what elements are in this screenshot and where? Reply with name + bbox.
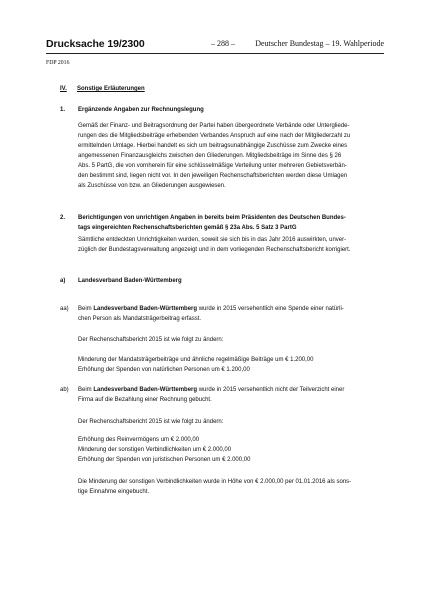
- item1-line: ermittelnden Umlage. Hierbei handelt es sich um beitragsunabhängige Zuschüsse zum Zwecke eines: [78, 143, 348, 149]
- item1-line: den bestimmt sind, liegen nicht vor. In den jeweiligen Rechenschaftsberichten werden diese Umlagen: [78, 173, 348, 179]
- item2-title-line: Berichtigungen von unrichtigen Angaben in bereits beim Präsidenten des Deutschen Bundes-: [78, 215, 346, 221]
- entry-aa-bold: Landesverband Baden-Württemberg: [93, 306, 198, 312]
- page-header: [46, 38, 384, 52]
- item1-line: rungen des die Mitgliedsbeiträge erhebenden Verbandes Anspruch auf eine nach der Mitgliederzahl zu: [78, 133, 351, 139]
- document-number-value: 2300: [121, 38, 145, 50]
- header-rule: [46, 53, 384, 54]
- item1-line: Abs. 5 PartG, die von vornherein für eine schlüsselmäßige Verteilung unter mehreren Gebietsverbän-: [78, 163, 347, 169]
- item1-title: Ergänzende Angaben zur Rechnungslegung: [78, 107, 204, 113]
- entry-ab-closing: Die Minderung der sonstigen Verbindlichkeiten wurde in Höhe von € 2.000,00 per 01.01.2016 als sons-: [78, 479, 352, 485]
- document-number: [46, 38, 145, 50]
- item1-line: angemessenen Finanzausgleichs zwischen den Gliederungen. Mitgliedsbeiträge im Sinne des § 26: [78, 153, 342, 159]
- parliament-label: Deutscher Bundestag – 19. Wahlperiode: [255, 39, 384, 48]
- entry-ab-suffix: wurde in 2015 versehentlich nicht der Teilverzicht einer: [197, 387, 345, 393]
- entry-aa-suffix: wurde in 2015 versehentlich eine Spende einer natürli-: [197, 306, 344, 312]
- entry-aa-change: Minderung der Mandatsträgerbeiträge und ähnliche regelmäßige Beiträge um € 1.200,00: [78, 357, 314, 363]
- item1-number: 1.: [60, 107, 66, 113]
- subsection-a-title: Landesverband Baden-Württemberg: [78, 278, 182, 284]
- entry-ab-bold: Landesverband Baden-Württemberg: [93, 387, 198, 393]
- entry-ab-change: Erhöhung der Spenden von juristischen Personen um € 2.000,00: [78, 457, 251, 463]
- item2-line: züglich der Bundestagsverwaltung angezeigt und in dem vorliegenden Rechenschaftsbericht korrigiert.: [78, 247, 351, 253]
- entry-aa-line1: [78, 305, 344, 313]
- section-number: IV.: [60, 86, 67, 92]
- entry-ab-change: Minderung der sonstigen Verbindlichkeiten um € 2.000,00: [78, 447, 232, 453]
- entry-ab-closing: tige Einnahme eingebucht.: [78, 489, 150, 495]
- entry-ab-line1: [78, 386, 344, 394]
- entry-ab-intro: Der Rechenschaftsbericht 2015 ist wie folgt zu ändern:: [78, 419, 224, 425]
- entry-ab-line2: Firma auf die Bezahlung einer Rechnung gebucht.: [78, 397, 212, 403]
- item2-title-line: tags eingereichten Rechenschaftsberichten gemäß § 23a Abs. 5 Satz 3 PartG: [78, 225, 297, 231]
- subsection-a-label: a): [60, 278, 66, 284]
- page-number: – 288 –: [211, 39, 235, 48]
- item1-line: als Zuschüsse von bzw. an Gliederungen ausgewiesen.: [78, 183, 226, 189]
- item1-line: Gemäß der Finanz- und Beitragsordnung der Partei haben übergeordnete Verbände oder Untergliede-: [78, 123, 350, 129]
- entry-aa-intro: Der Rechenschaftsbericht 2015 ist wie folgt zu ändern:: [78, 337, 224, 343]
- entry-ab-label: ab): [60, 387, 69, 393]
- item2-number: 2.: [60, 215, 66, 221]
- item2-line: Sämtliche entdeckten Unrichtigkeiten wurden, soweit sie sich bis in das Jahr 2016 auswirkten, unver-: [78, 237, 347, 243]
- entry-aa-label: aa): [60, 306, 69, 312]
- document-prefix: Drucksache 19/: [46, 38, 122, 50]
- entry-aa-change: Erhöhung der Spenden von natürlichen Personen um € 1.200,00: [78, 367, 250, 373]
- party-label: FDP 2016: [46, 60, 70, 66]
- entry-aa-prefix: Beim: [78, 306, 94, 312]
- entry-ab-change: Erhöhung des Reinvermögens um € 2.000,00: [78, 437, 200, 443]
- entry-ab-prefix: Beim: [78, 387, 94, 393]
- entry-aa-line2: chen Person als Mandatsträgerbeitrag erfasst.: [78, 316, 202, 322]
- section-title: Sonstige Erläuterungen: [77, 86, 145, 92]
